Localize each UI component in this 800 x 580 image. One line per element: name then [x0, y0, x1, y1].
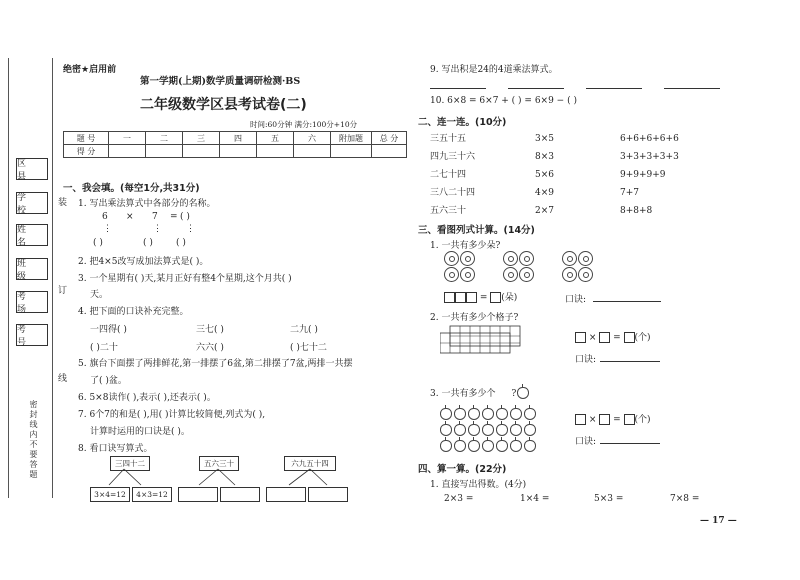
sidebar-label-name: 姓 名: [16, 224, 48, 246]
match-item[interactable]: 8×3: [535, 152, 554, 162]
q1-blank[interactable]: ( ): [143, 238, 153, 248]
answer-box[interactable]: [444, 292, 455, 303]
koujue-label: 口诀:: [575, 437, 597, 447]
exam-title: 二年级数学区县考试卷(二): [140, 97, 307, 113]
page-number: — 17 —: [700, 516, 737, 526]
flower-icon: [503, 251, 518, 266]
score-cell[interactable]: [372, 145, 407, 158]
q8: 8. 看口诀写算式。: [78, 444, 153, 454]
match-item[interactable]: 2×7: [535, 206, 554, 216]
match-item[interactable]: 3+3+3+3+3: [620, 152, 679, 162]
flower-icon: [460, 267, 475, 282]
apple-icon: [482, 440, 494, 452]
picture-q1: 1. 一共有多少朵?: [430, 241, 501, 251]
sidebar-line-right: [52, 58, 53, 498]
flower-icon: [503, 267, 518, 282]
q8-answer-box: 4×3=12: [132, 487, 172, 502]
flower-icon: [562, 251, 577, 266]
apple-icon: [496, 440, 508, 452]
q1-dot: ⋮: [153, 224, 162, 234]
q1-dot: ⋮: [103, 224, 112, 234]
answer-box[interactable]: [599, 414, 610, 425]
apple-icon: [482, 424, 494, 436]
score-cell[interactable]: [146, 145, 183, 158]
section-2-title: 二、连一连。(10分): [418, 117, 507, 128]
q8-rhyme-box: 五六三十: [199, 456, 239, 471]
apple-icon: [510, 440, 522, 452]
q3-line1: 3. 一个星期有( )天,某月正好有整4个星期,这个月共( ): [78, 274, 292, 284]
score-cell[interactable]: [294, 145, 331, 158]
score-cell[interactable]: [109, 145, 146, 158]
q5-line2: 了( )盆。: [90, 376, 127, 386]
q1-blank[interactable]: ( ): [176, 238, 186, 248]
flower-icon: [562, 267, 577, 282]
apple-icon: [524, 408, 536, 420]
score-head: 一: [109, 132, 146, 145]
exam-subtitle: 第一学期(上期)数学质量调研检测·BS: [140, 76, 301, 87]
answer-box[interactable]: [466, 292, 477, 303]
exam-time-info: 时间:60分钟 满分:100分+10分: [250, 120, 358, 129]
q9-answer-line[interactable]: [430, 88, 486, 89]
match-col3: [620, 130, 679, 220]
q9-answer-line[interactable]: [664, 88, 720, 89]
score-head: 二: [146, 132, 183, 145]
sidebar-label-number: 考 号: [16, 324, 48, 346]
calc-item[interactable]: 2×3 =: [444, 494, 474, 504]
picture-q2-formula: × = (个): [575, 330, 651, 343]
score-cell[interactable]: [257, 145, 294, 158]
apple-icon: [510, 408, 522, 420]
match-item[interactable]: 4×9: [535, 188, 554, 198]
grid-staircase: [440, 323, 530, 363]
match-item[interactable]: 五六三十: [430, 206, 467, 216]
score-cell[interactable]: [220, 145, 257, 158]
q8-answer-box[interactable]: [266, 487, 306, 502]
secret-mark: 绝密★启用前: [63, 65, 117, 75]
sidebar-line-left: [8, 58, 9, 498]
apple-icon: [468, 408, 480, 420]
q1: 1. 写出乘法算式中各部分的名称。: [78, 199, 216, 209]
apple-icon: [440, 440, 452, 452]
answer-box[interactable]: [575, 414, 586, 425]
score-head: 附加题: [331, 132, 372, 145]
apple-icon: [454, 408, 466, 420]
koujue-label: 口诀:: [565, 295, 587, 305]
calc-item[interactable]: 5×3 =: [594, 494, 624, 504]
koujue-line[interactable]: [600, 361, 660, 362]
apple-icon: [454, 424, 466, 436]
score-head: 六: [294, 132, 331, 145]
seal-line-text: 密封线内不要答题: [29, 400, 38, 480]
match-item[interactable]: 3×5: [535, 134, 554, 144]
answer-box[interactable]: [624, 332, 635, 343]
match-item[interactable]: 6+6+6+6+6: [620, 134, 679, 144]
q9-answer-line[interactable]: [586, 88, 642, 89]
sidebar-label-school: 学 校: [16, 192, 48, 214]
answer-box[interactable]: [599, 332, 610, 343]
flower-icon: [444, 267, 459, 282]
q8-answer-box[interactable]: [308, 487, 348, 502]
koujue-line[interactable]: [600, 443, 660, 444]
score-head: 四: [220, 132, 257, 145]
q9: 9. 写出积是24的4道乘法算式。: [430, 65, 558, 75]
q2: 2. 把4×5改写成加法算式是( )。: [78, 257, 209, 267]
q8-answer-box[interactable]: [220, 487, 260, 502]
q1-blank[interactable]: ( ): [93, 238, 103, 248]
q3-line2: 天。: [90, 290, 109, 300]
q7-line1: 7. 6个7的和是( ),用( )计算比较简便,列式为( ),: [78, 410, 266, 420]
score-head: 题 号: [64, 132, 109, 145]
picture-q3: [430, 386, 516, 399]
q1-expr-op: ×: [126, 212, 134, 222]
section-3-title: 三、看图列式计算。(14分): [418, 225, 535, 236]
match-item[interactable]: 8+8+8: [620, 206, 653, 216]
apple-icon: [524, 424, 536, 436]
unit-label: (朵): [501, 293, 518, 303]
q8-answer-box: 3×4=12: [90, 487, 130, 502]
flower-icon: [519, 267, 534, 282]
q1-expr-a: 6: [102, 212, 108, 222]
side-mark-ding: 订: [58, 286, 68, 296]
q8-rhyme-box: 三四十二: [110, 456, 150, 471]
answer-box[interactable]: [490, 292, 501, 303]
apple-icon: [440, 408, 452, 420]
q9-answer-line[interactable]: [508, 88, 564, 89]
apple-icon: [517, 387, 529, 399]
flower-icon: [519, 251, 534, 266]
match-item[interactable]: 三八二十四: [430, 188, 476, 198]
score-table: [63, 131, 407, 158]
calc-q1: 1. 直接写出得数。(4分): [430, 480, 527, 490]
section-1-title: 一、我会填。(每空1分,共31分): [63, 183, 200, 194]
question-mark: ?: [511, 389, 517, 399]
q8-rhyme-box: 六九五十四: [284, 456, 336, 471]
apple-icon: [524, 440, 536, 452]
q1-expr-eq: =: [170, 212, 178, 222]
q1-expr-b: 7: [152, 212, 158, 222]
match-item[interactable]: 7+7: [620, 188, 639, 198]
side-mark-zhuang: 装: [58, 198, 68, 208]
koujue-label: 口诀:: [575, 355, 597, 365]
calc-item[interactable]: 1×4 =: [520, 494, 550, 504]
unit-label: (个): [634, 333, 651, 343]
answer-box[interactable]: [575, 332, 586, 343]
match-item[interactable]: 9+9+9+9: [620, 170, 666, 180]
flower-icon: [444, 251, 459, 266]
apple-icon: [468, 440, 480, 452]
sidebar-label-class: 班 级: [16, 258, 48, 280]
picture-q3-text: 3. 一共有多少个: [430, 389, 496, 399]
match-item[interactable]: 三五十五: [430, 134, 467, 144]
q4-item[interactable]: 二九( ): [290, 325, 318, 335]
q4: 4. 把下面的口诀补充完整。: [78, 307, 189, 317]
q4-item[interactable]: 六六( ): [196, 343, 224, 353]
q1-expr-blank[interactable]: ( ): [180, 212, 190, 222]
match-item[interactable]: 二七十四: [430, 170, 467, 180]
match-item[interactable]: 5×6: [535, 170, 554, 180]
flower-icon: [460, 251, 475, 266]
section-4-title: 四、算一算。(22分): [418, 464, 507, 475]
answer-box[interactable]: [455, 292, 466, 303]
flower-icon: [578, 267, 593, 282]
q4-item[interactable]: ( )二十: [90, 343, 118, 353]
q4-item[interactable]: 一四得( ): [90, 325, 127, 335]
q6: 6. 5×8读作( ),表示( ),还表示( )。: [78, 393, 216, 403]
q8-answer-box[interactable]: [178, 487, 218, 502]
q4-item[interactable]: ( )七十二: [290, 343, 327, 353]
score-head: 总 分: [372, 132, 407, 145]
apple-icon: [496, 408, 508, 420]
score-row-label: 得 分: [64, 145, 109, 158]
picture-q3-formula: × = (个): [575, 412, 651, 425]
match-col1: [430, 130, 475, 220]
sidebar-label-district: 区 县: [16, 158, 48, 180]
score-cell[interactable]: [183, 145, 220, 158]
score-head: 五: [257, 132, 294, 145]
side-mark-xian: 线: [58, 374, 68, 384]
calc-item[interactable]: 7×8 =: [670, 494, 700, 504]
apple-icon: [468, 424, 480, 436]
apple-icon: [496, 424, 508, 436]
sidebar-label-room: 考 场: [16, 291, 48, 313]
koujue-line[interactable]: [593, 301, 661, 302]
unit-label: (个): [634, 415, 651, 425]
apple-icon: [510, 424, 522, 436]
q5-line1: 5. 旗台下面摆了两排鲜花,第一排摆了6盆,第二排摆了7盆,两排一共摆: [78, 359, 353, 369]
apple-icon: [482, 408, 494, 420]
q10: 10. 6×8 = 6×7 + ( ) = 6×9 − ( ): [430, 96, 577, 106]
flower-icon: [578, 251, 593, 266]
answer-box[interactable]: [624, 414, 635, 425]
score-head: 三: [183, 132, 220, 145]
apple-icon: [440, 424, 452, 436]
q7-line2: 计算时运用的口诀是( )。: [90, 427, 190, 437]
match-col2: [535, 130, 554, 220]
match-item[interactable]: 四九三十六: [430, 152, 476, 162]
apple-icon: [454, 440, 466, 452]
picture-q2: 2. 一共有多少个格子?: [430, 313, 519, 323]
q4-item[interactable]: 三七( ): [196, 325, 224, 335]
score-cell[interactable]: [331, 145, 372, 158]
picture-q1-formula: = (朵): [444, 290, 517, 303]
q1-dot: ⋮: [186, 224, 195, 234]
